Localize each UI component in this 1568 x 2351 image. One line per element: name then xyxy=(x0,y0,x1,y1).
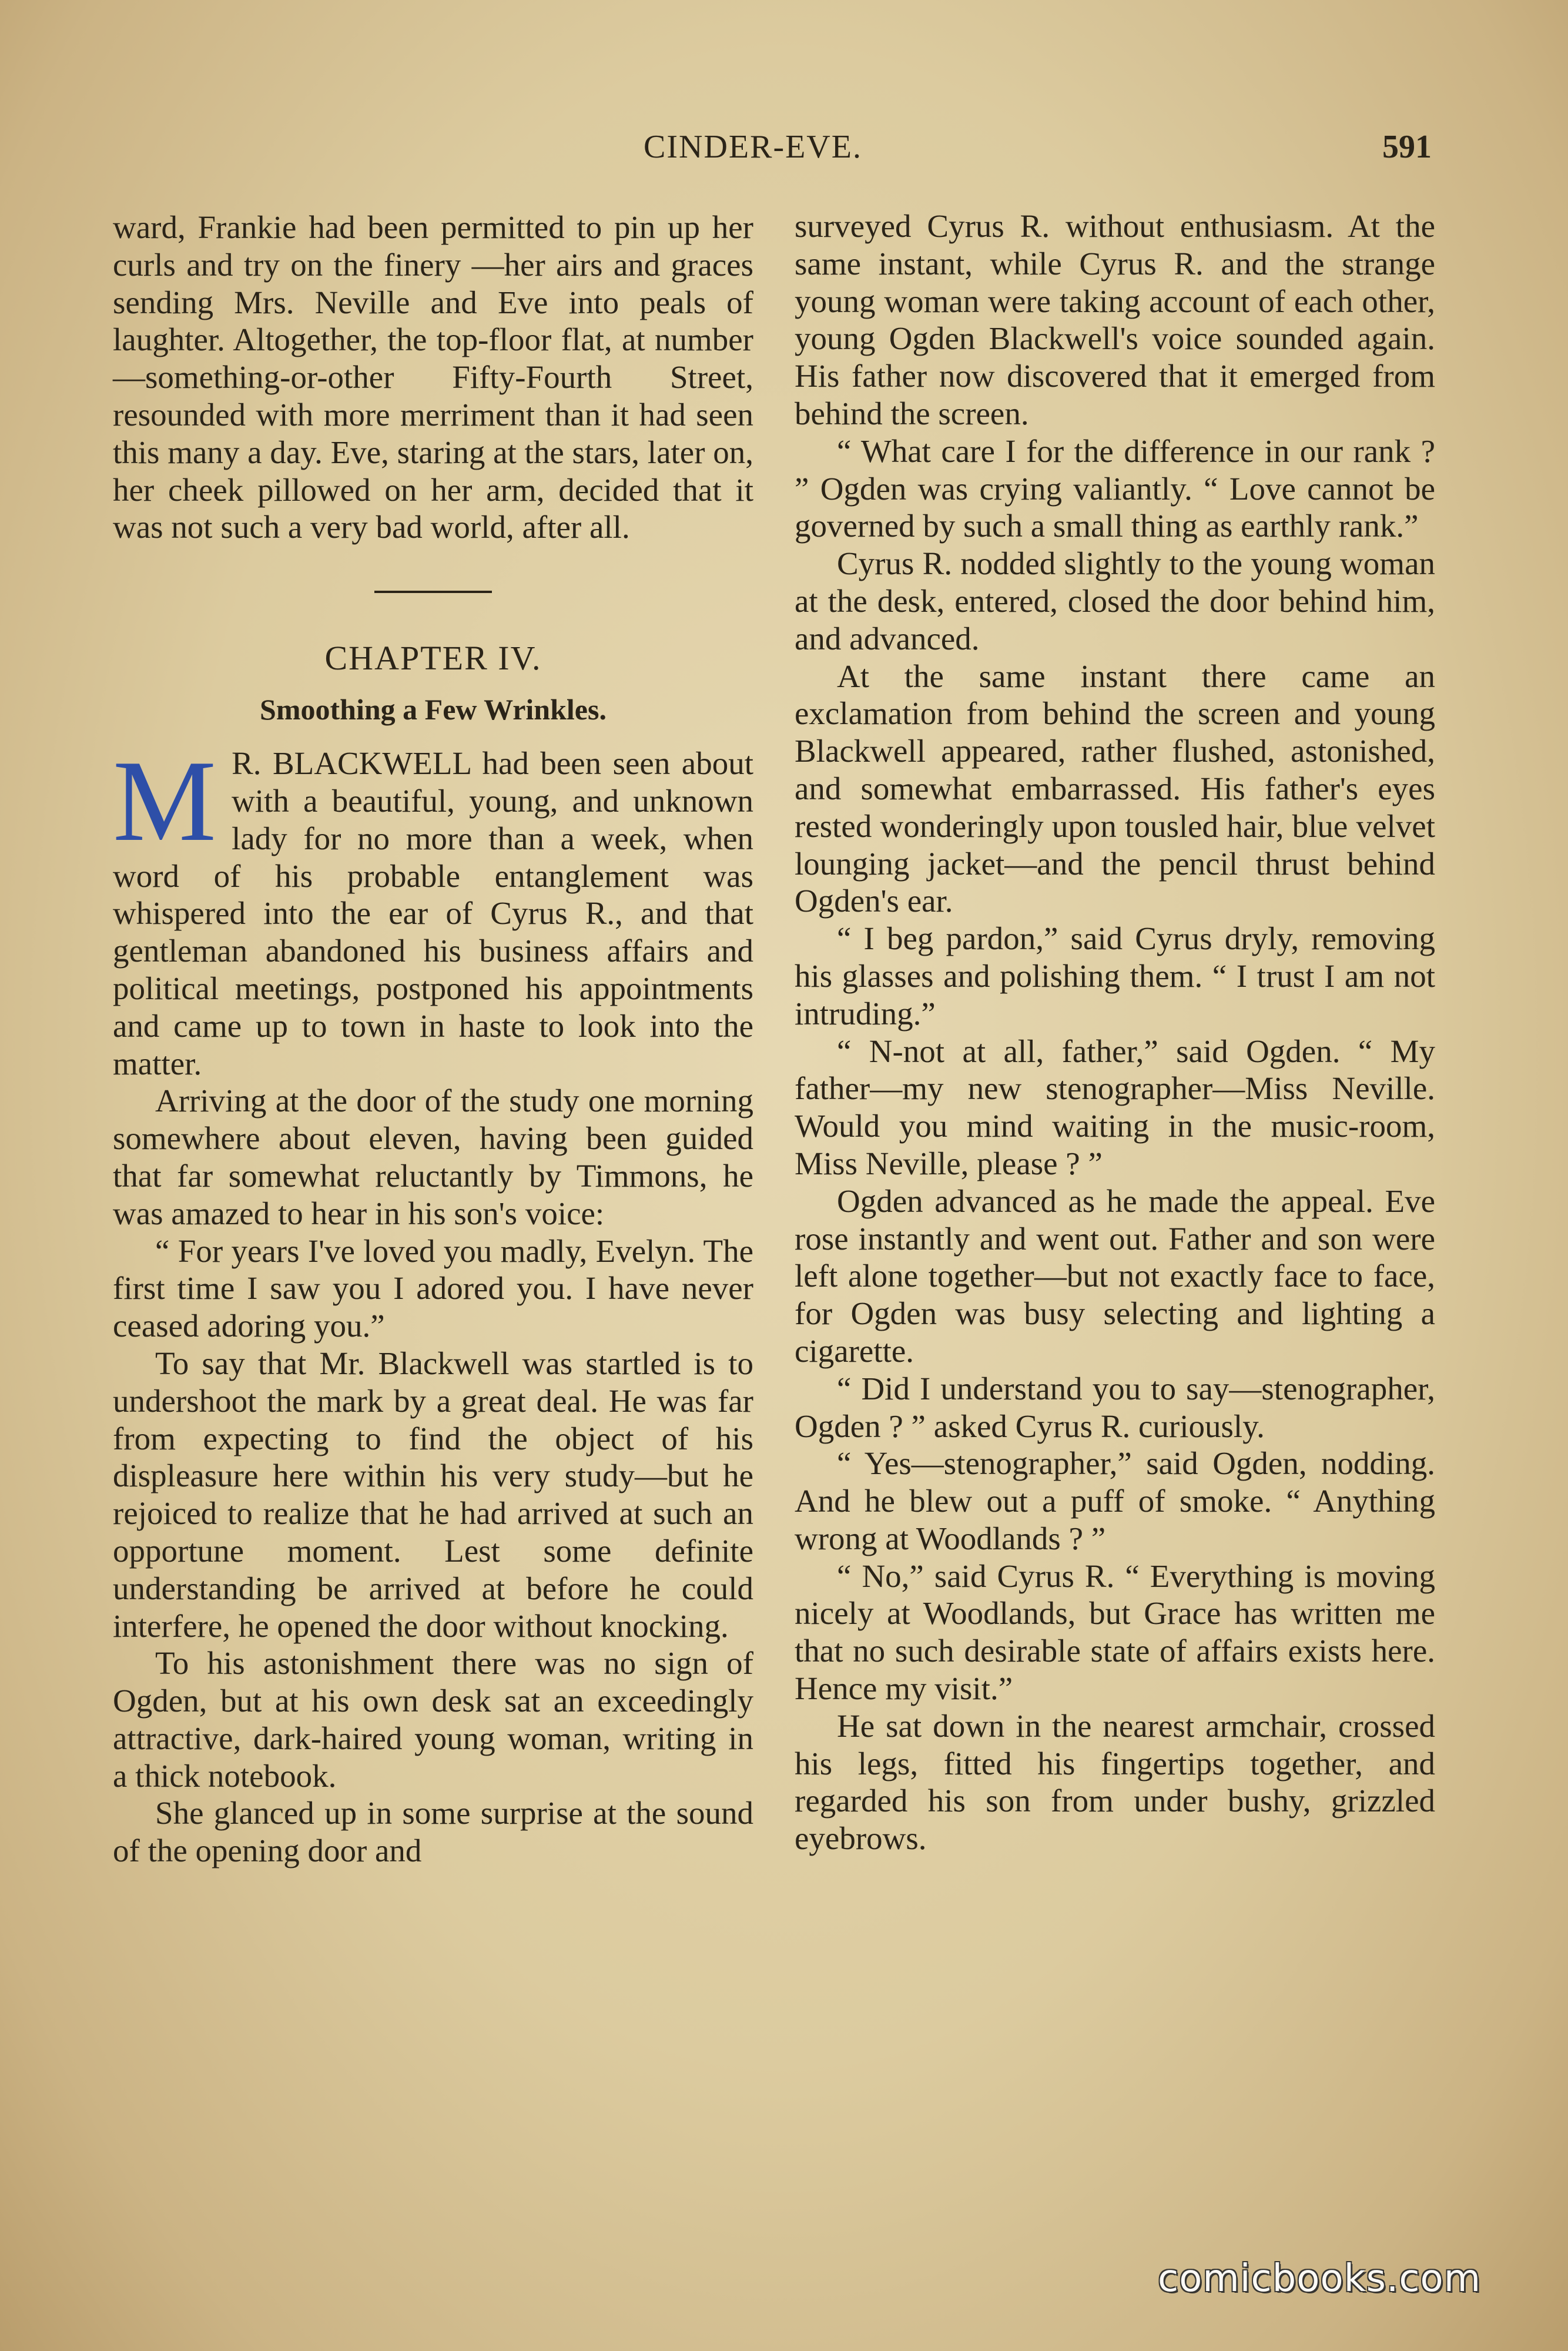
paragraph: surveyed Cyrus R. without enthusiasm. At the same instant, while Cyrus R. and the strange young woman were taking account of each other, young Ogden Blackwell's voice sounded again. His father now discovered that it emerged from behind the screen. xyxy=(795,208,1435,431)
page-number: 591 xyxy=(1382,129,1432,165)
opening-paragraph xyxy=(113,736,753,1082)
paragraph: “ What care I for the difference in our rank ? ” Ogden was crying valiantly. “ Love cannot be governed by such a small thing as earthly rank.” xyxy=(795,433,1435,544)
chapter-subtitle: Smoothing a Few Wrinkles. xyxy=(260,693,607,726)
page-header xyxy=(0,128,1568,187)
paragraph: At the same instant there came an exclamation from behind the screen and young Blackwell appeared, rather flushed, astonished, and somewhat embarrassed. His father's eyes rested wonderingly upon tousled hair, blue velvet lounging jacket—and the pencil thrust behind Ogden's ear. xyxy=(795,658,1435,919)
paragraph: She glanced up in some surprise at the sound of the opening door and xyxy=(113,1795,753,1869)
paragraph: “ For years I've loved you madly, Evelyn. The first time I saw you I adored you. I have never ceased adoring you.” xyxy=(113,1233,753,1344)
paragraph: To say that Mr. Blackwell was startled is to undershoot the mark by a great deal. He was far from expecting to find the object of his displeasure here within his very study—but he rejoiced to realize that he had arrived at such an opportune moment. Lest some definite understanding be arrived at before he could interfere, he opened the door without knocking. xyxy=(113,1345,753,1644)
section-divider xyxy=(374,591,492,593)
paragraph: “ N-not at all, father,” said Ogden. “ My father—my new stenographer—Miss Neville. Would you mind waiting in the music-room, Miss Neville, please ? ” xyxy=(795,1033,1435,1181)
paragraph: Cyrus R. nodded slightly to the young woman at the desk, entered, closed the door behind him, and advanced. xyxy=(795,545,1435,657)
chapter-title: CHAPTER IV. xyxy=(324,639,542,678)
intro-paragraph: ward, Frankie had been permitted to pin up her curls and try on the finery —her airs and graces sending Mrs. Neville and Eve into peals of laughter. Altogether, the top-floor flat, at number—something-or-other Fifty-Fourth Street, resounded with more merriment than it had seen this many a day. Eve, staring at the stars, later on, her cheek pillowed on her arm, decided that it was not such a very bad world, after all. xyxy=(113,209,754,545)
running-title: CINDER-EVE. xyxy=(644,129,862,165)
paragraph: “ I beg pardon,” said Cyrus dryly, removing his glasses and polishing them. “ I trust I am not intruding.” xyxy=(795,920,1435,1032)
opening-paragraph-text: R. BLACKWELL had been seen about with a beautiful, young, and unknown lady for no more than a week, when word of his probable entanglement was whispered into the ear of Cyrus R., and that gentleman abandoned his business affairs and political meetings, postponed his appointments and came up to town in haste to look into the matter. xyxy=(113,745,753,1081)
watermark-logo: comicbooks.com xyxy=(1158,2257,1482,2300)
drop-cap: M xyxy=(113,736,217,866)
paragraph: “ Yes—stenographer,” said Ogden, nodding. And he blew out a puff of smoke. “ Anything wrong at Woodlands ? ” xyxy=(795,1445,1435,1556)
right-column xyxy=(795,207,1435,1857)
paragraph: Ogden advanced as he made the appeal. Eve rose instantly and went out. Father and son were left alone together—but not exactly face to face, for Ogden was busy selecting and lighting a cigarette. xyxy=(795,1183,1435,1369)
paragraph: He sat down in the nearest armchair, crossed his legs, fitted his fingertips together, and regarded his son from under bushy, grizzled eyebrows. xyxy=(795,1707,1435,1857)
paragraph: To his astonishment there was no sign of Ogden, but at his own desk sat an exceedingly attractive, dark-haired young woman, writing in a thick notebook. xyxy=(113,1645,753,1794)
paragraph: “ No,” said Cyrus R. “ Everything is moving nicely at Woodlands, but Grace has written me that no such desirable state of affairs exists here. Hence my visit.” xyxy=(795,1558,1435,1707)
paragraph: Arriving at the door of the study one morning somewhere about eleven, having been guided that far somewhat reluctantly by Timmons, he was amazed to hear in his son's voice: xyxy=(113,1083,753,1231)
left-column xyxy=(113,209,753,1870)
paragraph: “ Did I understand you to say—stenographer, Ogden ? ” asked Cyrus R. curiously. xyxy=(795,1370,1435,1444)
